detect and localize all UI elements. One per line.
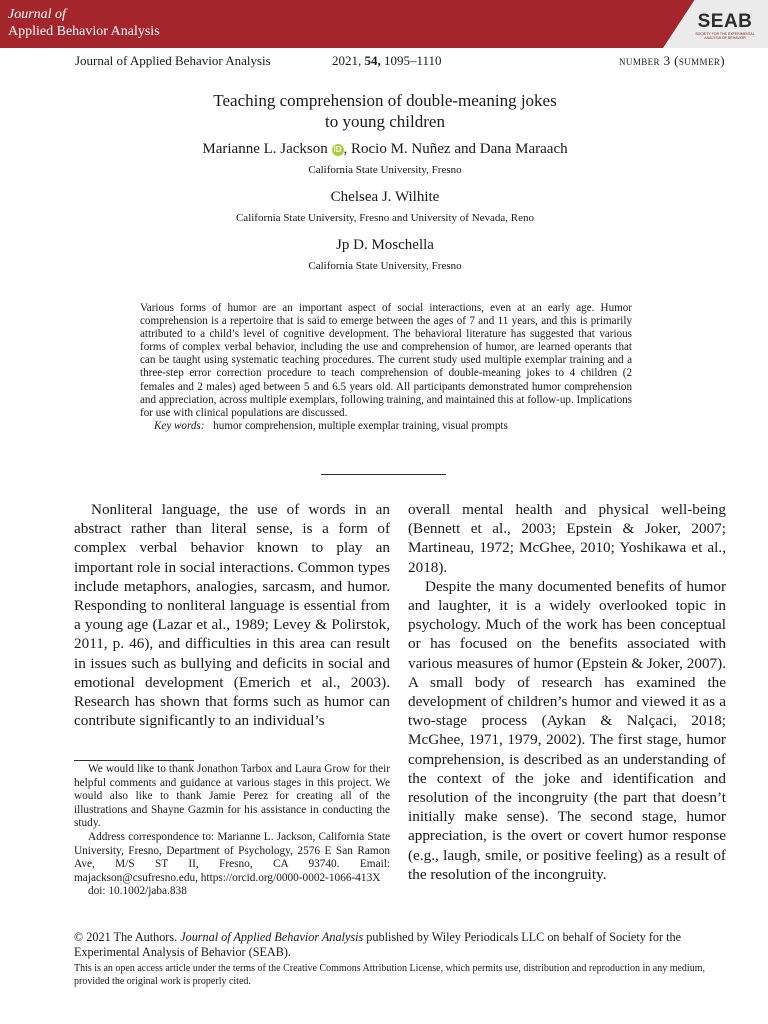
footnote-rule [74,760,194,761]
acknowledgment-note: We would like to thank Jonathon Tarbox and Laura Grow for their helpful comments and guidance at various stages in this project. We would also like to thank Jamie Perez for creating all of the illustrations and Shayne Gazmin for his assistance in conducting the study. [74,763,390,830]
author-line-2: Chelsea J. Wilhite [330,189,440,205]
copyright-suffix: published by Wiley Periodicals LLC on behalf of Society for the Experimental Analysis of Behavior (SEAB). [74,930,682,959]
keywords [140,420,632,433]
author-others: , Rocio M. Nuñez and Dana Maraach [343,141,568,157]
author-line-3: Jp D. Moschella [336,237,434,253]
doi-note: doi: 10.1002/jaba.838 [88,885,187,898]
copyright-notice [74,930,726,960]
running-head-issue: number 3 (summer) [619,53,725,68]
seab-logo-text: SEAB [697,11,753,32]
seab-logo-subtext: SOCIETY FOR THE EXPERIMENTAL ANALYSIS OF BEHAVIOR [695,32,755,40]
journal-banner [0,0,768,48]
affiliation-2: California State University, Fresno and University of Nevada, Reno [235,212,535,224]
running-head-pages: 1095–1110 [384,53,442,68]
body-column-right [408,500,726,884]
correspondence-note: Address correspondence to: Marianne L. Jackson, California State University, Fresno, Department of Psychology, 2576 E San Ramon Ave, M/S ST II, Fresno, CA 93740. Email: majackson@csufresno.edu, https://orcid.org/0000-0002-1066-413X [74,830,390,884]
journal-name-line2: Applied Behavior Analysis [8,24,160,39]
running-head-citation [332,53,442,69]
body-paragraph: Nonliteral language, the use of words in an abstract rather than literal sense, is a form of complex verbal behavior known to play an important role in social interactions. Common types include metaphors, analogies, sarcasm, and humor. Responding to nonliteral language is essential from a young age (Lazar et al., 1989; Levey & Polirstok, 2011, p. 46), and difficulties in this area can result in issues such as bullying and deficits in social and emotional development (Emerich et al., 2003). Research has shown that forms such as humor can contribute significantly to an individual’s [74,501,390,730]
body-paragraph: overall mental health and physical well-being (Bennett et al., 2003; Epstein & Joker, 2007; Martineau, 1972; McGhee, 2010; Yoshikawa et al., 2018). [408,501,726,576]
running-head-journal: Journal of Applied Behavior Analysis [75,53,271,68]
running-head-volume: 54, [364,53,381,68]
article-title-line1: Teaching comprehension of double-meaning jokes [213,91,557,110]
author-jackson: Marianne L. Jackson [202,141,328,157]
abstract-text: Various forms of humor are an important aspect of social interactions, even at an early age. Humor comprehension is a repertoire that is said to emerge between the ages of 7 and 11 years, and this is primarily attributed to a child’s level of cognitive development. The behavioral literature has suggested that various forms of complex verbal behavior, including the use and comprehension of humor, are learned operants that can be taught using systematic teaching procedures. The current study used multiple exemplar training and a three-step error correction procedure to teach comprehension of double-meaning jokes to 4 children (2 females and 2 males) aged between 5 and 6.5 years old. All participants demonstrated humor comprehension and appreciation, across multiple exemplars, following training, and maintained this at follow-up. Implications for use with clinical populations are discussed. [140,302,632,419]
affiliation-1: California State University, Fresno [308,164,462,176]
article-title [150,90,620,132]
article-title-line2: to young children [325,112,445,131]
keywords-label: Key words: [154,419,205,432]
section-separator [321,474,446,475]
license-notice: This is an open access article under the terms of the Creative Commons Attribution License, which permits use, distribution and reproduction in any medium, provided the original work is properly cited. [74,963,705,987]
seab-logo [692,12,758,40]
journal-name [8,6,160,40]
running-head [75,53,725,71]
body-paragraph: Despite the many documented benefits of humor and laughter, it is a widely overlooked topic in psychology. Much of the work has been conceptual or has focused on the benefits associated with various measures of humor (Epstein & Joker, 2007). A small body of research has examined the development of children’s humor and viewed it as a two-stage process (Aykan & Nalçaci, 2018; McGhee, 1971, 1979, 2002). The first stage, humor comprehension, is described as an understanding of the context of the joke and identification and resolution of the incongruity (the part that doesn’t initially make sense). The second stage, humor appreciation, is the overt or covert humor response (e.g., laugh, smile, or positive feeling) as a result of the resolution of the incongruity. [408,577,726,883]
author-line-1 [100,140,670,158]
keywords-list: humor comprehension, multiple exemplar training, visual prompts [213,419,508,432]
footnotes [74,763,390,899]
copyright-prefix: © 2021 The Authors. [74,930,181,944]
body-column-left [74,500,390,730]
affiliation-3: California State University, Fresno [308,260,462,272]
abstract [140,302,632,433]
running-head-year: 2021, [332,53,362,68]
copyright-journal: Journal of Applied Behavior Analysis [180,930,364,944]
orcid-icon[interactable]: iD [333,145,342,154]
journal-name-line1: Journal of [8,7,66,22]
